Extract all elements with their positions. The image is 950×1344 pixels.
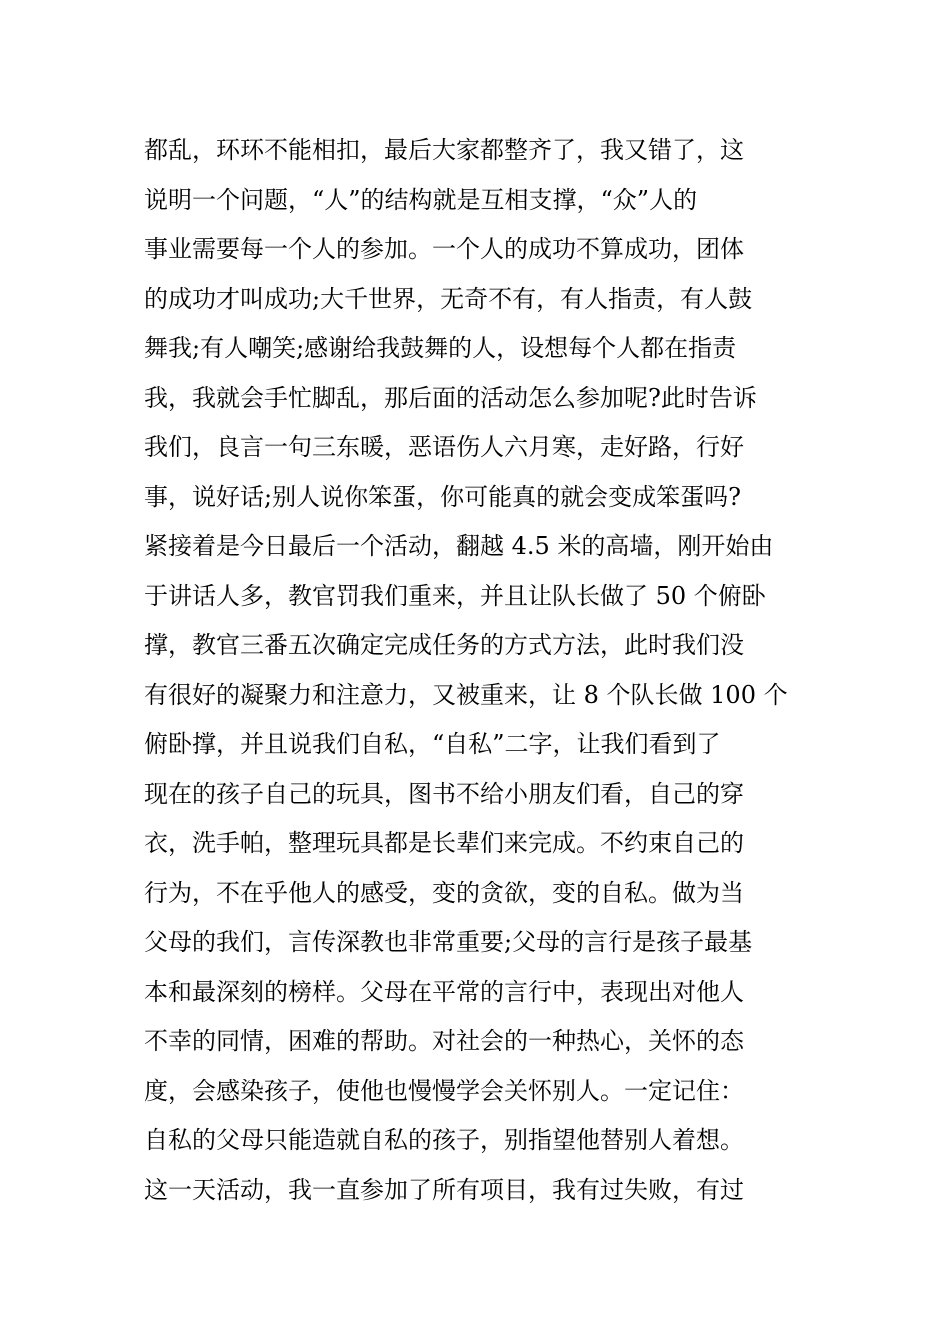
text-line: 父母的我们，言传深教也非常重要;父母的言行是孩子最基 [144,928,753,956]
text-line: 舞我;有人嘲笑;感谢给我鼓舞的人，设想每个人都在指责 [144,334,737,362]
text-line: 我们，良言一句三东暖，恶语伤人六月寒，走好路，行好 [144,433,744,461]
text-line: 都乱，环环不能相扣，最后大家都整齐了，我又错了，这 [144,136,744,164]
text-line: 紧接着是今日最后一个活动，翻越 4.5 米的高墙，刚开始由 [144,532,774,560]
text-line: 的成功才叫成功;大千世界，无奇不有，有人指责，有人鼓 [144,284,753,313]
text-line: 事业需要每一个人的参加。一个人的成功不算成功，团体 [144,235,744,263]
text-line: 度，会感染孩子，使他也慢慢学会关怀别人。一定记住： [144,1076,744,1105]
text-line: 俯卧撑，并且说我们自私，“自私”二字，让我们看到了 [144,730,721,758]
text-line: 这一天活动，我一直参加了所有项目，我有过失败，有过 [144,1175,744,1204]
body-text [144,126,814,1215]
text-line: 我，我就会手忙脚乱，那后面的活动怎么参加呢?此时告诉 [144,383,757,412]
text-line: 本和最深刻的榜样。父母在平常的言行中，表现出对他人 [144,977,744,1006]
text-line: 衣，洗手帕，整理玩具都是长辈们来完成。不约束自己的 [144,829,744,857]
text-line: 事，说好话;别人说你笨蛋，你可能真的就会变成笨蛋吗? [144,482,741,511]
text-line: 现在的孩子自己的玩具，图书不给小朋友们看，自己的穿 [144,779,744,808]
text-line: 于讲话人多，教官罚我们重来，并且让队长做了 50 个俯卧 [144,581,766,610]
text-line: 行为，不在乎他人的感受，变的贪欲，变的自私。做为当 [144,878,744,907]
text-line: 不幸的同情，困难的帮助。对社会的一种热心，关怀的态 [144,1027,744,1055]
text-line: 撑，教官三番五次确定完成任务的方式方法，此时我们没 [144,631,744,659]
text-line: 说明一个问题，“人”的结构就是互相支撑，“众”人的 [144,185,698,214]
text-line: 有很好的凝聚力和注意力，又被重来，让 8 个队长做 100 个 [144,680,788,709]
text-line: 自私的父母只能造就自私的孩子，别指望他替别人着想。 [144,1126,744,1154]
